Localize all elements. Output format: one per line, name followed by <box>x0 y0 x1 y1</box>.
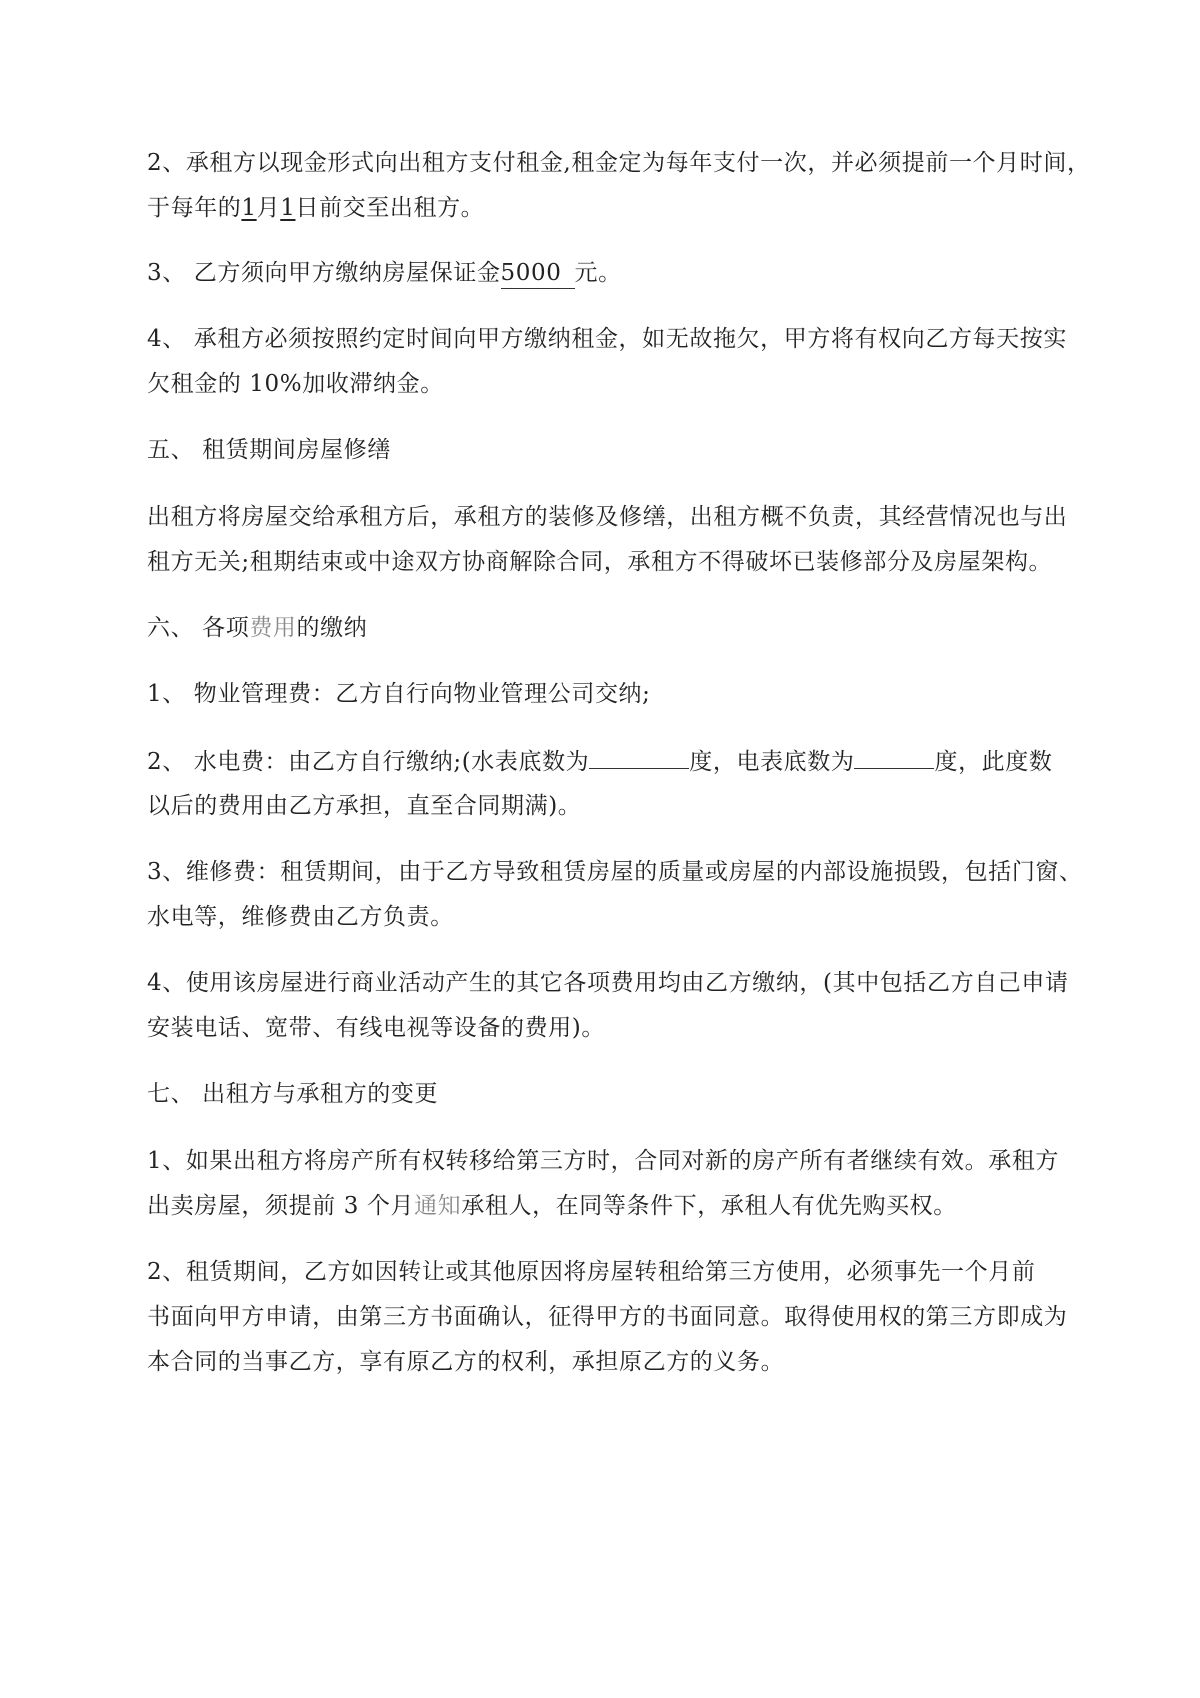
clause-2-text-2a: 于每年的 <box>147 195 242 221</box>
section-5-text-2: 租方无关;租期结束或中途双方协商解除合同，承租方不得破坏已装修部分及房屋架构。 <box>147 549 1053 575</box>
section-7-item-1-text-2b: 承租人，在同等条件下，承租人有优先购买权。 <box>461 1193 957 1219</box>
section-7-item-2-line-3 <box>147 1347 784 1377</box>
section-7-heading <box>147 1079 438 1109</box>
clause-2-text-2b: 月 <box>256 195 281 221</box>
clause-4-text-2: 欠租金的 10%加收滞纳金。 <box>147 371 444 397</box>
section-6-item-3-text-1: 3、维修费：租赁期间，由于乙方导致租赁房屋的质量或房屋的内部设施损毁，包括门窗、 <box>147 859 1083 885</box>
section-6-item-3-text-2: 水电等，维修费由乙方负责。 <box>147 904 454 930</box>
section-6-item-2-text-2: 以后的费用由乙方承担，直至合同期满)。 <box>147 793 582 819</box>
section-7-item-1-line-2 <box>147 1191 957 1221</box>
section-6-item-2-line-2 <box>147 791 581 821</box>
section-6-item-4-text-2: 安装电话、宽带、有线电视等设备的费用)。 <box>147 1015 605 1041</box>
section-7-item-2-text-1: 2、租赁期间，乙方如因转让或其他原因将房屋转租给第三方使用，必须事先一个月前 <box>147 1259 1036 1285</box>
section-5-title: 五、 租赁期间房屋修缮 <box>147 437 391 463</box>
section-6-item-2-text-a: 2、 水电费：由乙方自行缴纳;(水表底数为 <box>147 749 590 775</box>
clause-4-text-1: 4、 承租方必须按照约定时间向甲方缴纳租金，如无故拖欠，甲方将有权向乙方每天按实 <box>147 326 1067 352</box>
section-7-item-1-text-2-grey: 通知 <box>414 1193 462 1219</box>
section-7-item-2-line-1 <box>147 1257 1035 1287</box>
water-meter-reading-blank <box>589 746 689 769</box>
section-5-heading <box>147 435 391 465</box>
clause-2-line-2 <box>147 193 484 223</box>
section-6-title-b: 的缴纳 <box>296 615 368 641</box>
rent-due-month: 1 <box>241 195 257 221</box>
clause-2-line-1 <box>147 148 1091 178</box>
clause-4-line-1 <box>147 324 1067 354</box>
section-6-title-grey: 费用 <box>249 615 297 641</box>
section-5-text-1: 出租方将房屋交给承租方后，承租方的装修及修缮，出租方概不负责，其经营情况也与出 <box>147 504 1068 530</box>
section-7-item-2-text-2: 书面向甲方申请，由第三方书面确认，征得甲方的书面同意。取得使用权的第三方即成为 <box>147 1304 1068 1330</box>
clause-3-text-b: 元。 <box>574 260 622 286</box>
section-7-item-1-line-1 <box>147 1146 1059 1176</box>
section-7-title: 七、 出租方与承租方的变更 <box>147 1081 439 1107</box>
rent-due-day: 1 <box>280 195 296 221</box>
section-6-item-4-line-2 <box>147 1013 605 1043</box>
section-6-item-1-text: 1、 物业管理费：乙方自行向物业管理公司交纳; <box>147 681 651 707</box>
section-6-heading <box>147 613 367 643</box>
clause-2-text-1: 2、承租方以现金形式向出租方支付租金,租金定为每年支付一次，并必须提前一个月时间， <box>147 150 1091 176</box>
clause-4-line-2 <box>147 369 444 399</box>
section-5-para-line-1 <box>147 502 1067 532</box>
section-6-item-4-text-1: 4、使用该房屋进行商业活动产生的其它各项费用均由乙方缴纳，(其中包括乙方自己申请 <box>147 970 1069 996</box>
clause-2-text-2c: 日前交至出租方。 <box>295 195 485 221</box>
section-6-item-2-text-c: 度，此度数 <box>934 749 1053 775</box>
section-7-item-2-text-3: 本合同的当事乙方，享有原乙方的权利，承担原乙方的义务。 <box>147 1349 785 1375</box>
section-6-item-2-line-1 <box>147 746 1052 777</box>
deposit-amount: 5000 <box>501 258 575 289</box>
section-6-item-3-line-1 <box>147 857 1083 887</box>
clause-3-text-a: 3、 乙方须向甲方缴纳房屋保证金 <box>147 260 501 286</box>
clause-3-line <box>147 258 622 289</box>
section-7-item-1-text-2a: 出卖房屋，须提前 3 个月 <box>147 1193 415 1219</box>
section-6-item-3-line-2 <box>147 902 454 932</box>
section-6-item-1 <box>147 679 651 709</box>
section-6-item-4-line-1 <box>147 968 1069 998</box>
section-5-para-line-2 <box>147 547 1052 577</box>
section-6-title-a: 六、 各项 <box>147 615 250 641</box>
section-7-item-2-line-2 <box>147 1302 1067 1332</box>
section-6-item-2-text-b: 度，电表底数为 <box>689 749 855 775</box>
electric-meter-reading-blank <box>854 746 934 769</box>
section-7-item-1-text-1: 1、如果出租方将房产所有权转移给第三方时，合同对新的房产所有者继续有效。承租方 <box>147 1148 1060 1174</box>
